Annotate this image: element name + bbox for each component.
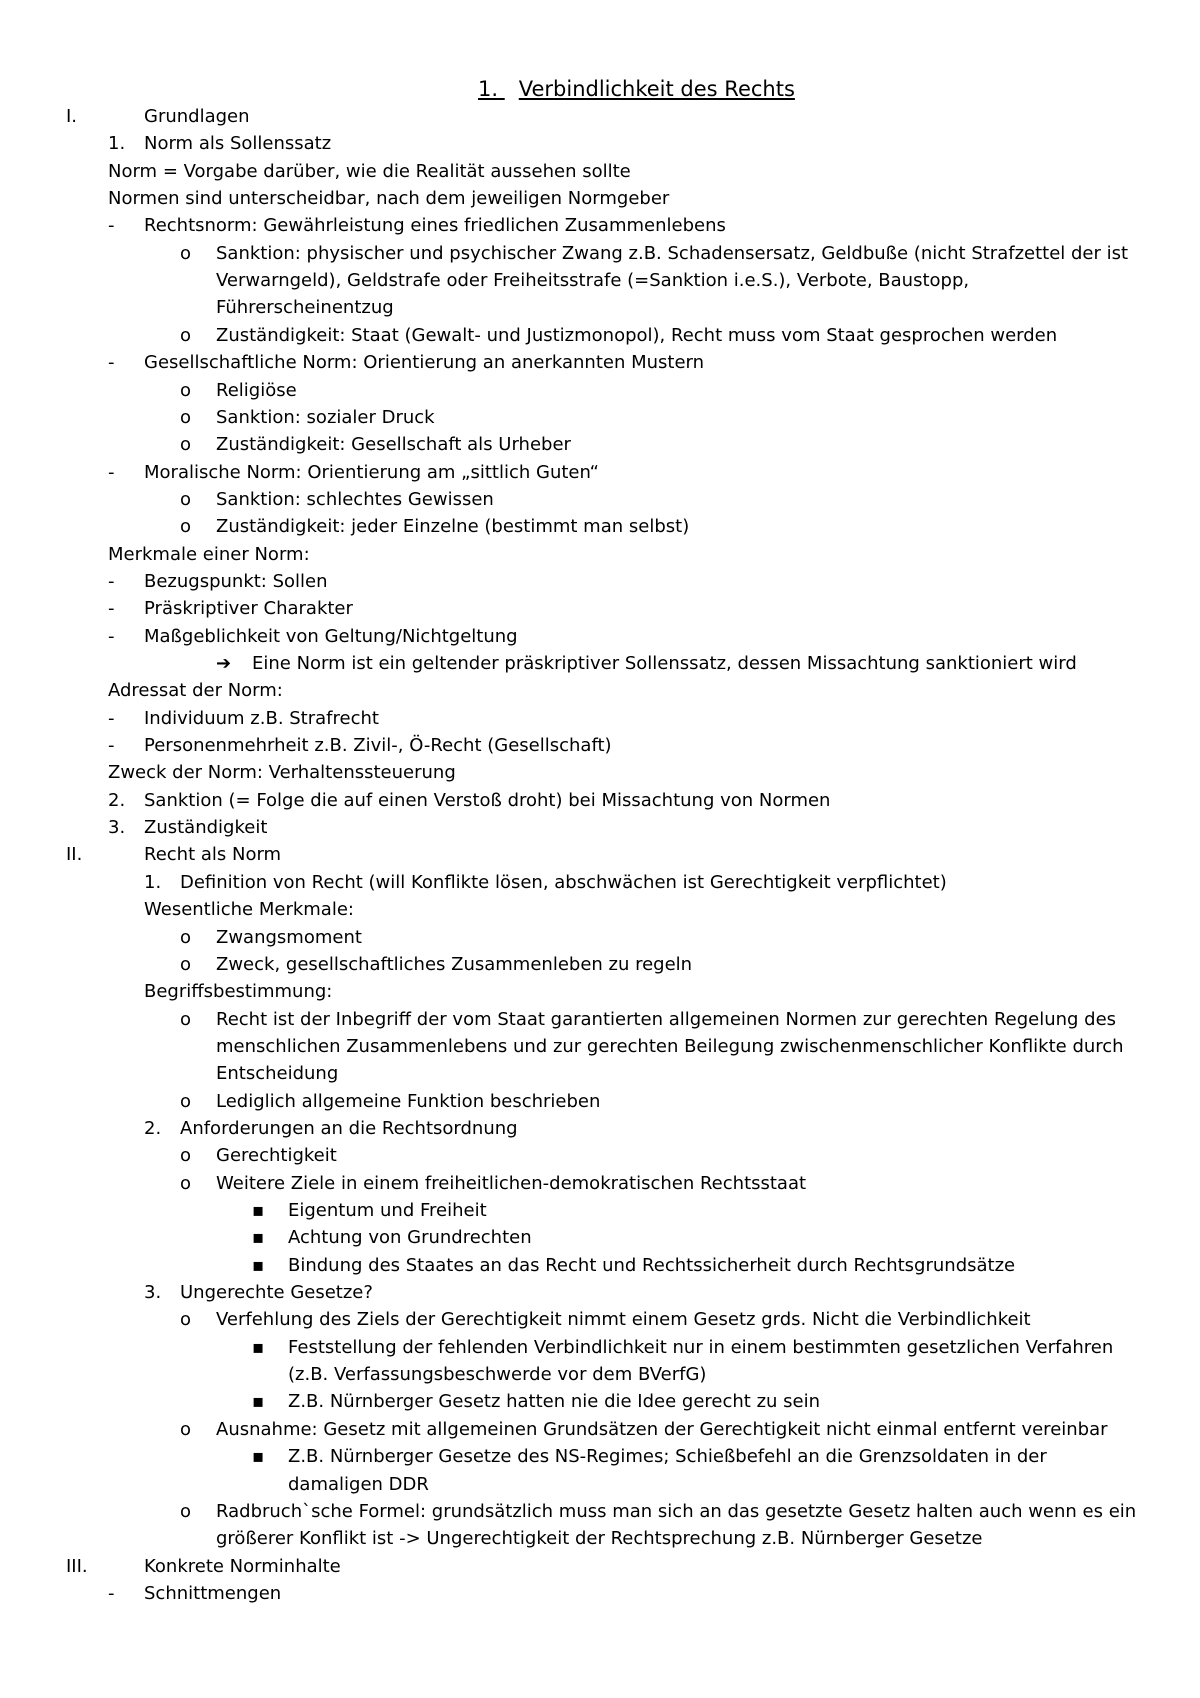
text-line: Definition von Recht (will Konflikte lösen, abschwächen ist Gerechtigkeit verpflichtet) (180, 872, 947, 893)
text-line: Eigentum und Freiheit (288, 1200, 487, 1221)
text-line: Führerscheinentzug (216, 297, 394, 318)
list-marker: 1. (108, 133, 126, 154)
list-marker: o (180, 1145, 192, 1166)
list-marker: o (180, 1309, 192, 1330)
list-marker: o (180, 1501, 192, 1522)
list-marker: - (108, 352, 115, 373)
text-line: Bindung des Staates an das Recht und Rechtssicherheit durch Rechtsgrundsätze (288, 1255, 1016, 1276)
list-marker: - (108, 462, 115, 483)
text-line: Z.B. Nürnberger Gesetz hatten nie die Idee gerecht zu sein (288, 1391, 821, 1412)
list-marker: - (108, 708, 115, 729)
text-line: damaligen DDR (288, 1474, 429, 1495)
list-marker: ▪ (252, 1337, 265, 1358)
text-line: Gesellschaftliche Norm: Orientierung an anerkannten Mustern (144, 352, 705, 373)
text-line: Norm als Sollenssatz (144, 133, 332, 154)
text-line: Sanktion: schlechtes Gewissen (216, 489, 494, 510)
list-marker: - (108, 598, 115, 619)
text-line: Recht ist der Inbegriff der vom Staat garantierten allgemeinen Normen zur gerechten Regelung des (216, 1009, 1117, 1030)
text-line: Bezugspunkt: Sollen (144, 571, 328, 592)
text-line: Präskriptiver Charakter (144, 598, 353, 619)
text-line: Verfehlung des Ziels der Gerechtigkeit nimmt einem Gesetz grds. Nicht die Verbindlichkeit (216, 1309, 1031, 1330)
text-line: Normen sind unterscheidbar, nach dem jeweiligen Normgeber (108, 188, 670, 209)
text-line: Personenmehrheit z.B. Zivil-, Ö-Recht (Gesellschaft) (144, 735, 612, 756)
text-line: Recht als Norm (144, 844, 282, 865)
text-line: Entscheidung (216, 1063, 339, 1084)
list-marker: - (108, 215, 115, 236)
text-line: Zuständigkeit: jeder Einzelne (bestimmt man selbst) (216, 516, 690, 537)
list-marker: o (180, 927, 192, 948)
text-line: Wesentliche Merkmale: (144, 899, 354, 920)
list-marker: I. (66, 106, 78, 127)
text-line: Merkmale einer Norm: (108, 544, 310, 565)
list-marker: ▪ (252, 1446, 265, 1467)
text-line: Zweck der Norm: Verhaltenssteuerung (108, 762, 456, 783)
text-line: Zuständigkeit (144, 817, 268, 838)
text-line: Lediglich allgemeine Funktion beschrieben (216, 1091, 601, 1112)
text-line: Gerechtigkeit (216, 1145, 337, 1166)
page-title (478, 76, 795, 102)
list-marker: 3. (144, 1282, 162, 1303)
list-marker: 2. (108, 790, 126, 811)
list-marker: 3. (108, 817, 126, 838)
text-line: Anforderungen an die Rechtsordnung (180, 1118, 518, 1139)
text-line: Grundlagen (144, 106, 250, 127)
text-line: Individuum z.B. Strafrecht (144, 708, 379, 729)
text-line: menschlichen Zusammenlebens und zur gerechten Beilegung zwischenmenschlicher Konflikte durch (216, 1036, 1124, 1057)
text-line: Zweck, gesellschaftliches Zusammenleben zu regeln (216, 954, 693, 975)
list-marker: 2. (144, 1118, 162, 1139)
text-line: Ausnahme: Gesetz mit allgemeinen Grundsätzen der Gerechtigkeit nicht einmal entfernt vereinbar (216, 1419, 1108, 1440)
list-marker: - (108, 735, 115, 756)
list-marker: o (180, 380, 192, 401)
list-marker: - (108, 1583, 115, 1604)
list-marker: o (180, 954, 192, 975)
list-marker: o (180, 1091, 192, 1112)
list-marker: - (108, 626, 115, 647)
list-marker: III. (66, 1556, 88, 1577)
list-marker: o (180, 1009, 192, 1030)
text-line: Sanktion: physischer und psychischer Zwang z.B. Schadensersatz, Geldbuße (nicht Strafzettel der ist (216, 243, 1129, 264)
text-line: Norm = Vorgabe darüber, wie die Realität aussehen sollte (108, 161, 631, 182)
text-line: Sanktion (= Folge die auf einen Verstoß droht) bei Missachtung von Normen (144, 790, 831, 811)
text-line: Achtung von Grundrechten (288, 1227, 532, 1248)
list-marker: o (180, 1173, 192, 1194)
list-marker: o (180, 489, 192, 510)
text-line: Ungerechte Gesetze? (180, 1282, 373, 1303)
text-line: Schnittmengen (144, 1583, 282, 1604)
list-marker: o (180, 407, 192, 428)
text-line: Sanktion: sozialer Druck (216, 407, 435, 428)
title-text: Verbindlichkeit des Rechts (518, 77, 795, 101)
text-line: größerer Konflikt ist -> Ungerechtigkeit der Rechtsprechung z.B. Nürnberger Gesetze (216, 1528, 983, 1549)
list-marker: ▪ (252, 1391, 265, 1412)
list-marker: ▪ (252, 1200, 265, 1221)
text-line: Adressat der Norm: (108, 680, 283, 701)
text-line: Zuständigkeit: Staat (Gewalt- und Justizmonopol), Recht muss vom Staat gesprochen werden (216, 325, 1058, 346)
text-line: Rechtsnorm: Gewährleistung eines friedlichen Zusammenlebens (144, 215, 726, 236)
text-line: Weitere Ziele in einem freiheitlichen-demokratischen Rechtsstaat (216, 1173, 807, 1194)
text-line: Moralische Norm: Orientierung am „sittlich Guten“ (144, 462, 599, 483)
list-marker: o (180, 434, 192, 455)
list-marker: o (180, 1419, 192, 1440)
list-marker: ➔ (216, 653, 232, 674)
title-number: 1. (478, 77, 499, 101)
text-line: (z.B. Verfassungsbeschwerde vor dem BVerfG) (288, 1364, 707, 1385)
text-line: Z.B. Nürnberger Gesetze des NS-Regimes; Schießbefehl an die Grenzsoldaten in der (288, 1446, 1047, 1467)
text-line: Zuständigkeit: Gesellschaft als Urheber (216, 434, 571, 455)
text-line: Begriffsbestimmung: (144, 981, 333, 1002)
text-line: Konkrete Norminhalte (144, 1556, 341, 1577)
text-line: Religiöse (216, 380, 297, 401)
text-line: Verwarngeld), Geldstrafe oder Freiheitsstrafe (=Sanktion i.e.S.), Verbote, Baustopp, (216, 270, 970, 291)
list-marker: 1. (144, 872, 162, 893)
text-line: Maßgeblichkeit von Geltung/Nichtgeltung (144, 626, 518, 647)
list-marker: o (180, 516, 192, 537)
list-marker: II. (66, 844, 83, 865)
text-line: Eine Norm ist ein geltender präskriptiver Sollenssatz, dessen Missachtung sanktioniert wird (252, 653, 1077, 674)
list-marker: - (108, 571, 115, 592)
list-marker: o (180, 243, 192, 264)
list-marker: ▪ (252, 1255, 265, 1276)
list-marker: o (180, 325, 192, 346)
text-line: Feststellung der fehlenden Verbindlichkeit nur in einem bestimmten gesetzlichen Verfahren (288, 1337, 1114, 1358)
text-line: Radbruch`sche Formel: grundsätzlich muss man sich an das gesetzte Gesetz halten auch wenn es ein (216, 1501, 1137, 1522)
list-marker: ▪ (252, 1227, 265, 1248)
text-line: Zwangsmoment (216, 927, 362, 948)
